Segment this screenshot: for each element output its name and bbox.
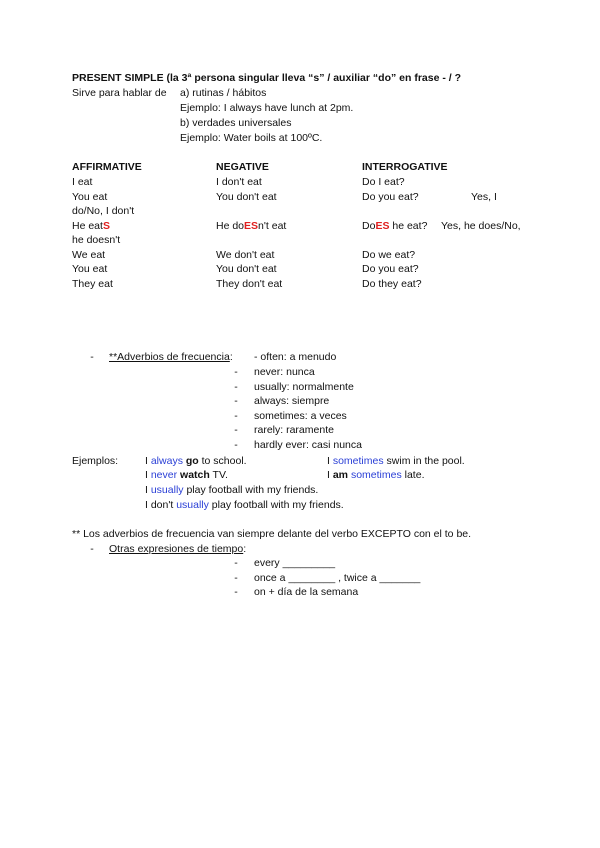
he-int-post: he eat?: [389, 220, 428, 232]
adverbs-bullet: -: [90, 351, 94, 363]
adverbs-note: ** Los adverbios de frecuencia van siempre delante del verbo EXCEPTO con el to be.: [72, 528, 472, 540]
other-once-twice: once a ________ , twice a _______: [254, 572, 421, 584]
ex4-adverb: sometimes: [350, 469, 402, 481]
example-3: [145, 469, 228, 482]
row-he-aff: [72, 220, 110, 233]
adverb-sometimes: sometimes: a veces: [254, 410, 347, 422]
ex6-post: play football with my friends.: [208, 499, 344, 511]
ex5-adverb: usually: [150, 484, 184, 496]
other-bullet: -: [90, 543, 94, 555]
ex3-adverb: never: [150, 469, 178, 481]
example-2: [327, 455, 465, 468]
example-5: [145, 484, 318, 497]
ex2-pre: I: [327, 455, 333, 467]
he-aff-text: He eat: [72, 220, 103, 232]
ex3-verb: watch: [180, 469, 210, 481]
ex3-post: TV.: [209, 469, 228, 481]
adverb-dash-1: -: [234, 366, 238, 378]
adverbs-heading-text: **Adverbios de frecuencia: [109, 351, 230, 363]
header-affirmative: AFFIRMATIVE: [72, 161, 142, 173]
adverb-dash-3: -: [234, 395, 238, 407]
row-they-neg: They don't eat: [216, 278, 283, 290]
row-we-neg: We don't eat: [216, 249, 275, 261]
adverb-hardly-ever: hardly ever: casi nunca: [254, 439, 362, 451]
he-aff-highlight: S: [102, 220, 110, 232]
ex1-verb: go: [185, 455, 199, 467]
adverb-dash-6: -: [234, 439, 238, 451]
page-title: PRESENT SIMPLE (la 3ª persona singular lleva “s” / auxiliar “do” en frase - / ?: [72, 72, 461, 84]
other-every: every _________: [254, 557, 336, 569]
other-dash-1: -: [234, 557, 238, 569]
example-4: [327, 469, 424, 482]
ex2-post: swim in the pool.: [383, 455, 465, 467]
row-you-answer: Yes, I: [471, 191, 497, 203]
ex1-adverb: always: [150, 455, 183, 467]
use-b-example: Ejemplo: Water boils at 100ºC.: [180, 132, 323, 144]
row-you-pl-neg: You don't eat: [216, 263, 277, 275]
row-you-pl-int: Do you eat?: [362, 263, 419, 275]
ex3-pre: I: [145, 469, 151, 481]
use-a: a) rutinas / hábitos: [180, 87, 267, 99]
ex5-pre: I: [145, 484, 151, 496]
row-he-neg: [216, 220, 286, 233]
other-dash-3: -: [234, 586, 238, 598]
uses-intro: Sirve para hablar de: [72, 87, 167, 99]
header-negative: NEGATIVE: [216, 161, 269, 173]
ex6-pre: I don't: [145, 499, 177, 511]
adverb-rarely: rarely: raramente: [254, 424, 334, 436]
adverbs-heading: [109, 351, 233, 364]
row-you-pl-aff: You eat: [72, 263, 108, 275]
row-you-aff: You eat: [72, 191, 108, 203]
ex5-post: play football with my friends.: [183, 484, 319, 496]
row-he-answer: Yes, he does/No,: [441, 220, 521, 232]
adverb-often: - often: a menudo: [254, 351, 337, 363]
adverb-never: never: nunca: [254, 366, 315, 378]
he-neg-post: n't eat: [258, 220, 287, 232]
row-you-neg: You don't eat: [216, 191, 277, 203]
ex2-adverb: sometimes: [332, 455, 384, 467]
other-dash-2: -: [234, 572, 238, 584]
ex1-post: to school.: [198, 455, 247, 467]
examples-label: Ejemplos:: [72, 455, 119, 467]
example-1: [145, 455, 247, 468]
row-you-int: Do you eat?: [362, 191, 419, 203]
row-i-int: Do I eat?: [362, 176, 405, 188]
other-heading-text: Otras expresiones de tiempo: [109, 543, 244, 555]
adverb-dash-5: -: [234, 424, 238, 436]
row-i-neg: I don't eat: [216, 176, 262, 188]
he-int-highlight: ES: [375, 220, 390, 232]
ex4-post: late.: [401, 469, 425, 481]
ex6-adverb: usually: [176, 499, 209, 511]
row-you-answer-wrap: do/No, I don't: [72, 205, 135, 217]
use-a-example: Ejemplo: I always have lunch at 2pm.: [180, 102, 354, 114]
use-b: b) verdades universales: [180, 117, 292, 129]
adverb-dash-4: -: [234, 410, 238, 422]
ex4-verb: am: [332, 469, 349, 481]
other-heading-colon: :: [243, 543, 247, 555]
he-int-pre: Do: [362, 220, 376, 232]
adverbs-heading-colon: :: [229, 351, 233, 363]
example-6: [145, 499, 344, 512]
row-we-int: Do we eat?: [362, 249, 416, 261]
row-they-int: Do they eat?: [362, 278, 422, 290]
other-on-day: on + día de la semana: [254, 586, 359, 598]
row-he-int: [362, 220, 427, 233]
he-neg-pre: He do: [216, 220, 245, 232]
row-they-aff: They eat: [72, 278, 113, 290]
row-he-answer-wrap: he doesn't: [72, 234, 121, 246]
adverb-dash-2: -: [234, 381, 238, 393]
ex4-pre: I: [327, 469, 333, 481]
adverb-always: always: siempre: [254, 395, 330, 407]
row-we-aff: We eat: [72, 249, 106, 261]
adverb-usually: usually: normalmente: [254, 381, 354, 393]
row-i-aff: I eat: [72, 176, 93, 188]
header-interrogative: INTERROGATIVE: [362, 161, 448, 173]
he-neg-highlight: ES: [244, 220, 259, 232]
other-heading: [109, 543, 246, 556]
ex1-pre: I: [145, 455, 151, 467]
